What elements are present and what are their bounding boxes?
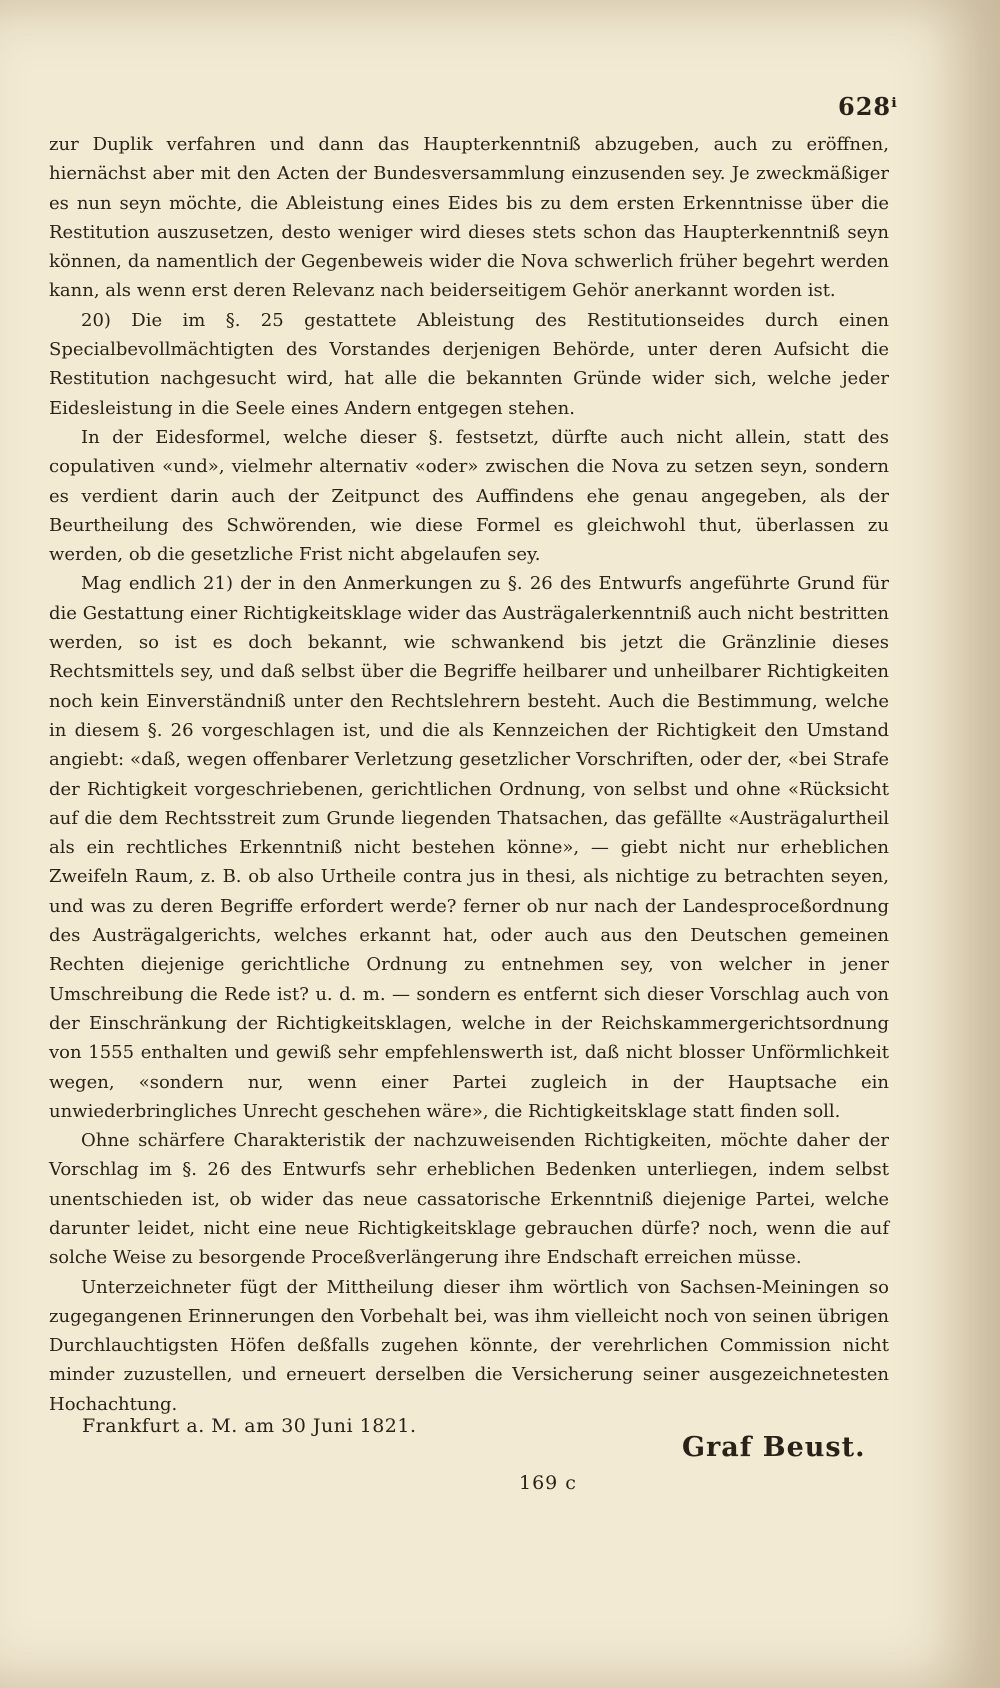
page-number: 628ⁱ	[838, 92, 898, 121]
paragraph: Ohne schärfere Charakteristik der nachzuweisenden Richtigkeiten, möchte daher der Vorschlag im §. 26 des Entwurfs sehr erheblichen Bedenken unterliegen, indem selbst unentschieden ist, ob wider das neue cassatorische Erkenntniß diejenige Partei, welche darunter leidet, nicht eine neue Richtigkeitsklage gebrauchen dürfe? noch, wenn die auf solche Weise zu besorgende Proceßverlängerung ihre Endschaft erreichen müsse.	[49, 1130, 889, 1269]
signature-mark: 169 c	[519, 1472, 577, 1494]
signature: Graf Beust.	[682, 1432, 866, 1463]
paragraph: Mag endlich 21) der in den Anmerkungen zu §. 26 des Entwurfs angeführte Grund für die Gestattung einer Richtigkeitsklage wider das Austrägalerkenntniß auch nicht bestritten werden, so ist es doch bekannt, wie schwankend bis jetzt die Gränzlinie dieses Rechtsmittels sey, und daß selbst über die Begriffe heilbarer und unheilbarer Richtigkeiten noch kein Einverständniß unter den Rechtslehrern besteht. Auch die Bestimmung, welche in diesem §. 26 vorgeschlagen ist, und die als Kennzeichen der Richtigkeit den Umstand angiebt: «daß, wegen offenbarer Verletzung gesetzlicher Vorschriften, oder der, «bei Strafe der Richtigkeit vorgeschriebenen, gerichtlichen Ordnung, von selbst und ohne «Rücksicht auf die dem Rechtsstreit zum Grunde liegenden Thatsachen, das gefällte «Austrägalurtheil als ein rechtliches Erkenntniß nicht bestehen könne», — giebt nicht nur erheblichen Zweifeln Raum, z. B. ob also Urtheile contra jus in thesi, als nichtige zu betrachten seyen, und was zu deren Begriffe erfordert werde? ferner ob nur nach der Landesproceßordnung des Austrägalgerichts, welches erkannt hat, oder auch aus den Deutschen gemeinen Rechten diejenige gerichtliche Ordnung zu entnehmen sey, von welcher in jener Umschreibung die Rede ist? u. d. m. — sondern es entfernt sich dieser Vorschlag auch von der Einschränkung der Richtigkeitsklagen, welche in der Reichskammergerichtsordnung von 1555 enthalten und gewiß sehr empfehlenswerth ist, daß nicht blosser Unförmlichkeit wegen, «sondern nur, wenn einer Partei zugleich in der Hauptsache ein unwiederbringliches Unrecht geschehen wäre», die Richtigkeitsklage statt finden soll.	[49, 573, 889, 1122]
paragraph: 20) Die im §. 25 gestattete Ableistung des Restitutionseides durch einen Specialbevollmächtigten des Vorstandes derjenigen Behörde, unter deren Aufsicht die Restitution nachgesucht wird, hat alle die bekannten Gründe wider sich, welche jeder Eidesleistung in die Seele eines Andern entgegen stehen.	[49, 309, 889, 419]
dateline: Frankfurt a. M. am 30 Juni 1821.	[82, 1415, 417, 1437]
paragraph: In der Eidesformel, welche dieser §. festsetzt, dürfte auch nicht allein, statt des copulativen «und», vielmehr alternativ «oder» zwischen die Nova zu setzen seyn, sondern es verdient darin auch der Zeitpunct des Auffindens ehe genau angegeben, als der Beurtheilung des Schwörenden, wie diese Formel es gleichwohl thut, überlassen zu werden, ob die gesetzliche Frist nicht abgelaufen sey.	[49, 426, 889, 566]
document-body	[49, 130, 889, 1419]
paragraph: zur Duplik verfahren und dann das Haupterkenntniß abzugeben, auch zu eröffnen, hiernächst aber mit den Acten der Bundesversammlung einzusenden sey. Je zweckmäßiger es nun seyn möchte, die Ableistung eines Eides bis zu dem ersten Erkenntnisse über die Restitution auszusetzen, desto weniger wird dieses stets schon das Haupterkenntniß seyn können, da namentlich der Gegenbeweis wider die Nova schwerlich früher begehrt werden kann, als wenn erst deren Relevanz nach beiderseitigem Gehör anerkannt worden ist.	[49, 134, 889, 302]
paragraph: Unterzeichneter fügt der Mittheilung dieser ihm wörtlich von Sachsen-Meiningen so zugegangenen Erinnerungen den Vorbehalt bei, was ihm vielleicht noch von seinen übrigen Durchlauchtigsten Höfen deßfalls zugehen könnte, der verehrlichen Commission nicht minder zuzustellen, und erneuert derselben die Versicherung seiner ausgezeichnetesten Hochachtung.	[49, 1276, 889, 1415]
